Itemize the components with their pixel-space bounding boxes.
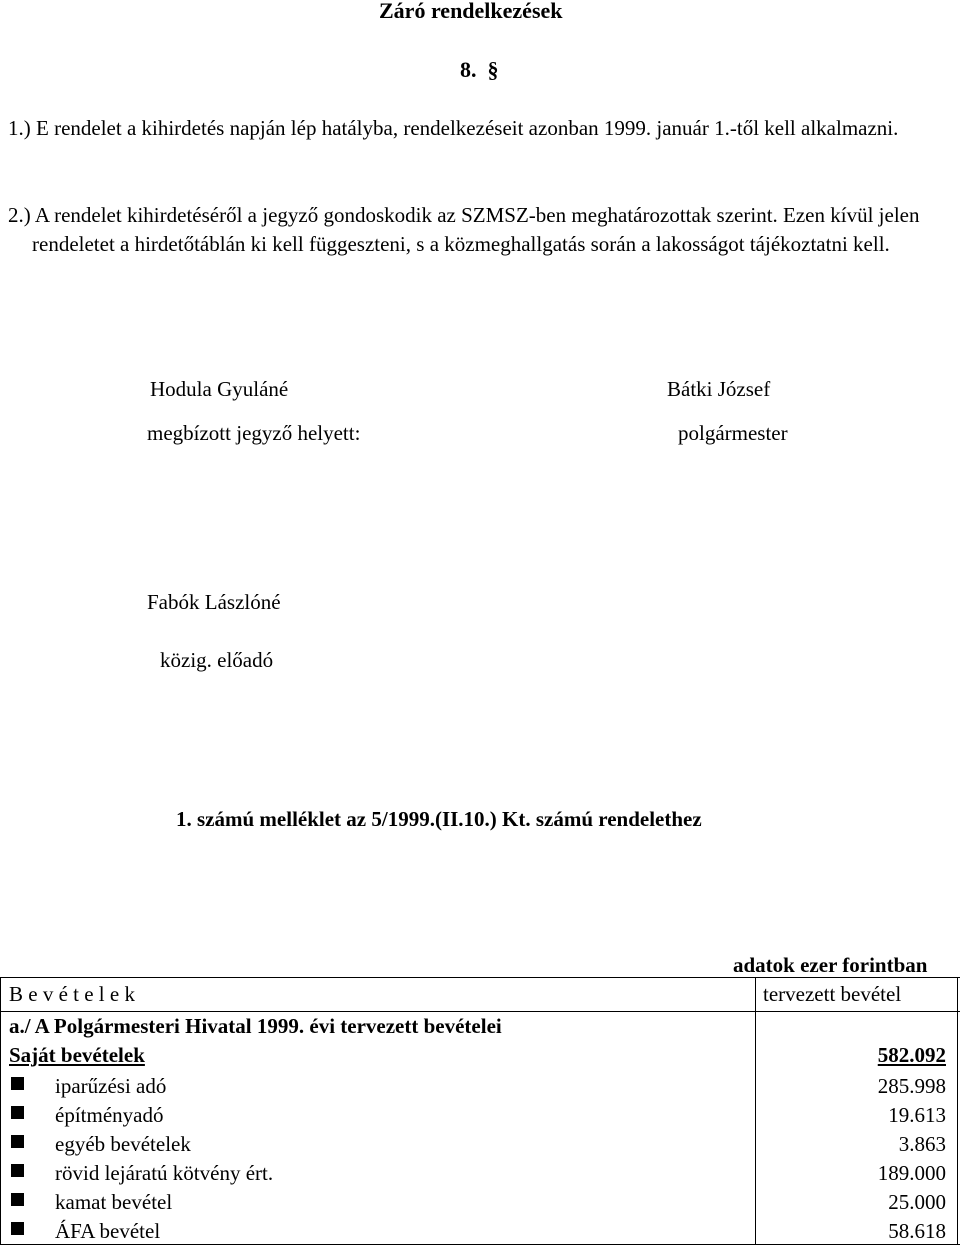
table-row: [0, 1070, 960, 1099]
square-bullet-icon: [11, 1222, 24, 1235]
item-label: építményadó: [55, 1103, 164, 1127]
item-value: 285.998: [877, 1074, 946, 1098]
item-value: 19.613: [888, 1103, 946, 1127]
table-header-bottom-border: [0, 1011, 960, 1012]
clause-1: 1.) E rendelet a kihirdetés napján lép hatályba, rendelkezéseit azonban 1999. január 1.-től kell alkalmazni.: [8, 116, 899, 140]
item-value: 189.000: [877, 1161, 946, 1185]
table-row: [0, 1128, 960, 1157]
table-row: [0, 1186, 960, 1215]
clause-2: 2.) A rendelet kihirdetéséről a jegyző gondoskodik az SZMSZ-ben meghatározottak szerint. Ezen kívül jelen rendeletet a hirdetőtáblán ki kell függeszteni, s a közmeghallgatás során a lakosságot tájékoztatni kell.: [8, 203, 920, 256]
item-label: ÁFA bevétel: [55, 1219, 161, 1243]
item-value: 3.863: [898, 1132, 946, 1156]
square-bullet-icon: [11, 1106, 24, 1119]
section-title: Záró rendelkezések: [379, 0, 563, 23]
section-a-heading: a./ A Polgármesteri Hivatal 1999. évi tervezett bevételei: [9, 1014, 502, 1038]
signatory-bottom-name: Fabók Lászlóné: [147, 590, 281, 614]
table-top-border: [0, 977, 960, 978]
square-bullet-icon: [11, 1193, 24, 1206]
table-row: [0, 1157, 960, 1186]
signatory-left-name: Hodula Gyuláné: [150, 377, 289, 401]
table-bottom-border: [0, 1244, 960, 1245]
square-bullet-icon: [11, 1077, 24, 1090]
subtotal-value: 582.092: [877, 1043, 946, 1067]
item-label: kamat bevétel: [55, 1190, 173, 1214]
item-label: egyéb bevételek: [55, 1132, 191, 1156]
table-row: [0, 1215, 960, 1244]
table-header-left: B e v é t e l e k: [9, 982, 135, 1006]
square-bullet-icon: [11, 1164, 24, 1177]
signatory-right-name: Bátki József: [667, 377, 771, 401]
item-value: 58.618: [888, 1219, 946, 1243]
square-bullet-icon: [11, 1135, 24, 1148]
table-header-right: tervezett bevétel: [763, 982, 902, 1006]
signatory-bottom-title: közig. előadó: [160, 648, 274, 672]
signatory-left-title: megbízott jegyző helyett:: [147, 421, 361, 445]
item-label: rövid lejáratú kötvény ért.: [55, 1161, 274, 1185]
table-row: [0, 1099, 960, 1128]
item-label: iparűzési adó: [55, 1074, 167, 1098]
units-note: adatok ezer forintban: [733, 953, 928, 977]
signatory-right-title: polgármester: [678, 421, 788, 445]
paragraph-number: 8. §: [460, 57, 499, 82]
annex-title: 1. számú melléklet az 5/1999.(II.10.) Kt. számú rendelethez: [176, 807, 702, 831]
item-value: 25.000: [888, 1190, 946, 1214]
subtotal-label: Saját bevételek: [9, 1043, 145, 1067]
